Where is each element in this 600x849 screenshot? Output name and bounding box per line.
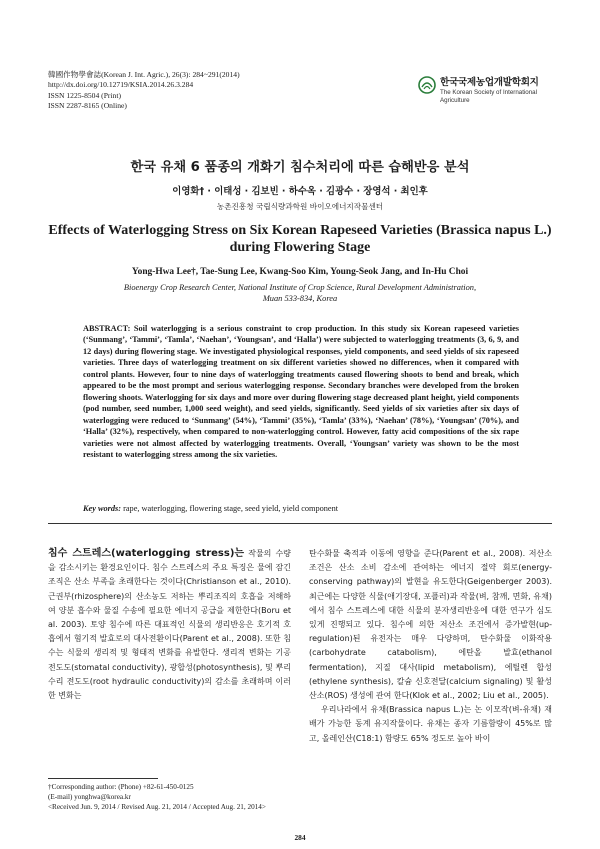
journal-header [48, 70, 240, 112]
footnote [48, 782, 298, 813]
journal-citation: 韓國作物學會誌(Korean J. Int. Agric.), 26(3): 284~291(2014) [48, 70, 240, 79]
intro-lead: 침수 스트레스(waterlogging stress)는 [48, 548, 245, 559]
affiliation-english: Bioenergy Crop Research Center, National Institute of Crop Science, Rural Development Administration, Muan 533-834, Korea [123, 283, 477, 304]
authors-korean: 이영화† · 이태성 · 김보빈 · 하수옥 · 김광수 · 장영석 · 최인후 [172, 186, 428, 197]
page-number: 284 [294, 833, 306, 842]
title-english [30, 222, 570, 256]
affiliation-korean: 농촌진흥청 국립식량과학원 바이오에너지작물센터 [216, 202, 384, 211]
issn-print: ISSN 1225-8504 (Print) [48, 90, 121, 100]
intro-text: 작물의 수량을 감소시키는 환경요인이다. 침수 스트레스의 주요 특징은 물에 잠긴 조직은 산소 부족을 초래한다는 것이다(Christianson et al., 2010). 근권부(rhizosphere)의 산소농도 저하는 뿌리조직의 호흡을 저해하여 양분 흡수와 물질 수송에 필요한 에너지 공급을 제한한다(Boru et al. 2003). 토양 침수에 따른 대표적인 식물의 생리반응은 호기적 호흡에서 혐기적 발효로의 대사전환이다(Parent et al., 2008). 또한 침수는 식물의 생리적 및 형태적 변화를 유발한다. 생리적 변화는 기공 전도도(stomatal conductivity), 광합성(photosynthesis), 및 뿌리 수리 전도도(root hydraulic conductivity)의 감소를 초래하며 이러한 변화는 [48, 549, 291, 701]
title-english-line2: during Flowering Stage [229, 240, 371, 255]
issn-online: ISSN 2287-8165 (Online) [48, 101, 127, 111]
society-name-english: The Korean Society of International Agriculture [440, 89, 537, 104]
section-divider [48, 523, 552, 524]
footnote-divider [48, 778, 158, 779]
keywords [83, 504, 519, 513]
corresponding-email: (E-mail) yonghwa@korea.kr [48, 793, 131, 802]
society-logo [418, 74, 568, 120]
intro-paragraph [48, 547, 291, 703]
doi-link[interactable]: http://dx.doi.org/10.12719/KSIA.2014.26.3.284 [48, 80, 194, 90]
society-name-korean: 한국국제농업개발학회지 [440, 77, 539, 88]
corresponding-author: †Corresponding author: (Phone) +82-61-450-0125 [48, 783, 194, 791]
title-english-line1: Effects of Waterlogging Stress on Six Korean Rapeseed Varieties (Brassica napus L.) [48, 223, 552, 238]
body-column-left [48, 547, 291, 703]
title-korean: 한국 유채 6 품종의 개화기 침수처리에 따른 습해반응 분석 [130, 160, 470, 175]
keywords-label: Key words: [83, 504, 122, 513]
abstract: ABSTRACT: Soil waterlogging is a serious constraint to crop production. In this study six Korean rapeseed varieties (‘Sunmang’, ‘Tammi’, ‘Tamla’, ‘Naehan’, ‘Youngsan’, and ‘Halla’) were subjected to waterlogging treatments (3, 6, 9, and 12 days) during flowering stage. We investigated physiological responses, yield components, and seed yields of six rapeseed varieties. Three days of waterlogging treatment on six different varieties showed no differences, when it compared with control plants. However, four to nine days of waterlogging treatments caused flowering shoots to bend and break, which appeared to be the most prompt and serious waterlogging response. Secondary branches were developed from the broken flowering shoots. Waterlogging for six days and more over during flowering stage decreased plant height, yield components (pod number, seed number, 1,000 seed weight), and seed yields, significantly. Seed yields of six varieties after six days of waterlogging were reduced to ‘Sunmang’ (54%), ‘Tammi’ (35%), ‘Tamla’ (33%), ‘Naehan’ (78%), ‘Youngsan’ (70%), and ‘Halla’ (32%), respectively, when compared to non-waterlogging control. However, fatty acid compositions of the six rape varieties were not almost affected by waterlogging treatments. Overall, ‘Youngsan’ variety was shown to be the most resistant to waterlogging stress among the six varieties. [83, 324, 519, 459]
body-paragraph-1: 탄수화물 축적과 이동에 영향을 준다(Parent et al., 2008). 저산소 조건은 산소 소비 감소에 관여하는 에너지 절약 회로(energy-conserving pathway)의 발현을 유도한다(Geigenberger 2003). 최근에는 다양한 식물(애기장대, 포플러)과 작물(벼, 참깨, 면화, 유채)에서 침수 스트레스에 대한 식물의 분자생리반응에 대한 연구가 심도 있게 진행되고 있다. 침수에 의한 저산소 조건에서 증가발현(up-regulation)된 유전자는 매우 다양하며, 탄수화물 이화작용(carbohydrate catabolism), 에탄올 발효(ethanol fermentation), 지질 대사(lipid metabolism), 에틸렌 합성(ethylene synthesis), 칼슘 신호전달(calcium signaling) 및 활성산소(ROS) 생성에 관여 한다(Klok et al., 2002; Liu et al., 2005). [309, 549, 552, 701]
society-emblem-icon [418, 76, 436, 94]
keywords-list: rape, waterlogging, flowering stage, seed yield, yield component [123, 504, 339, 513]
body-column-right [309, 547, 552, 746]
received-dates: <Received Jun. 9, 2014 / Revised Aug. 21, 2014 / Accepted Aug. 21, 2014> [48, 803, 266, 812]
body-paragraph-2: 우리나라에서 유채(Brassica napus L.)는 논 이모작(벼-유채) 재배가 가능한 동계 유지작물이다. 유채는 종자 기름함량이 45%로 많고, 올레인산(C18:1) 함량도 65% 정도로 높아 바이 [309, 705, 552, 743]
authors-english: Yong-Hwa Lee†, Tae-Sung Lee, Kwang-Soo Kim, Young-Seok Jang, and In-Hu Choi [131, 267, 469, 277]
